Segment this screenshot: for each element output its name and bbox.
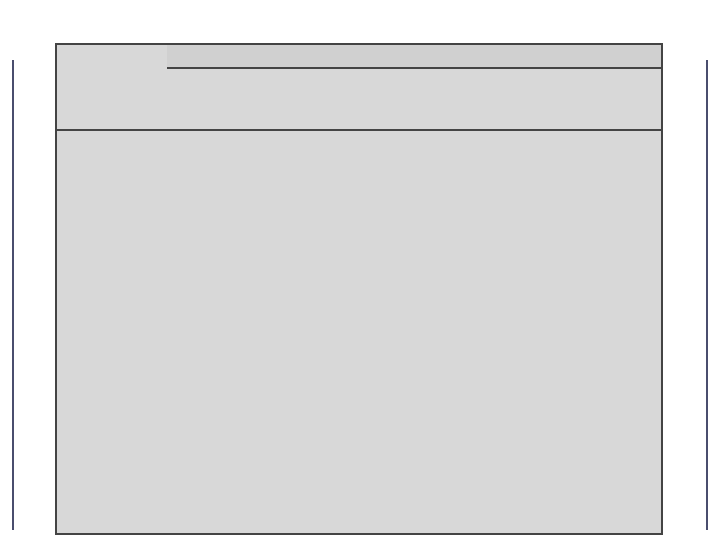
areas-header xyxy=(57,45,167,129)
right-border-line xyxy=(706,60,708,530)
table-body xyxy=(57,129,661,131)
process-mapping-table xyxy=(55,43,663,535)
left-border-line xyxy=(12,60,14,530)
group-title xyxy=(167,45,661,69)
